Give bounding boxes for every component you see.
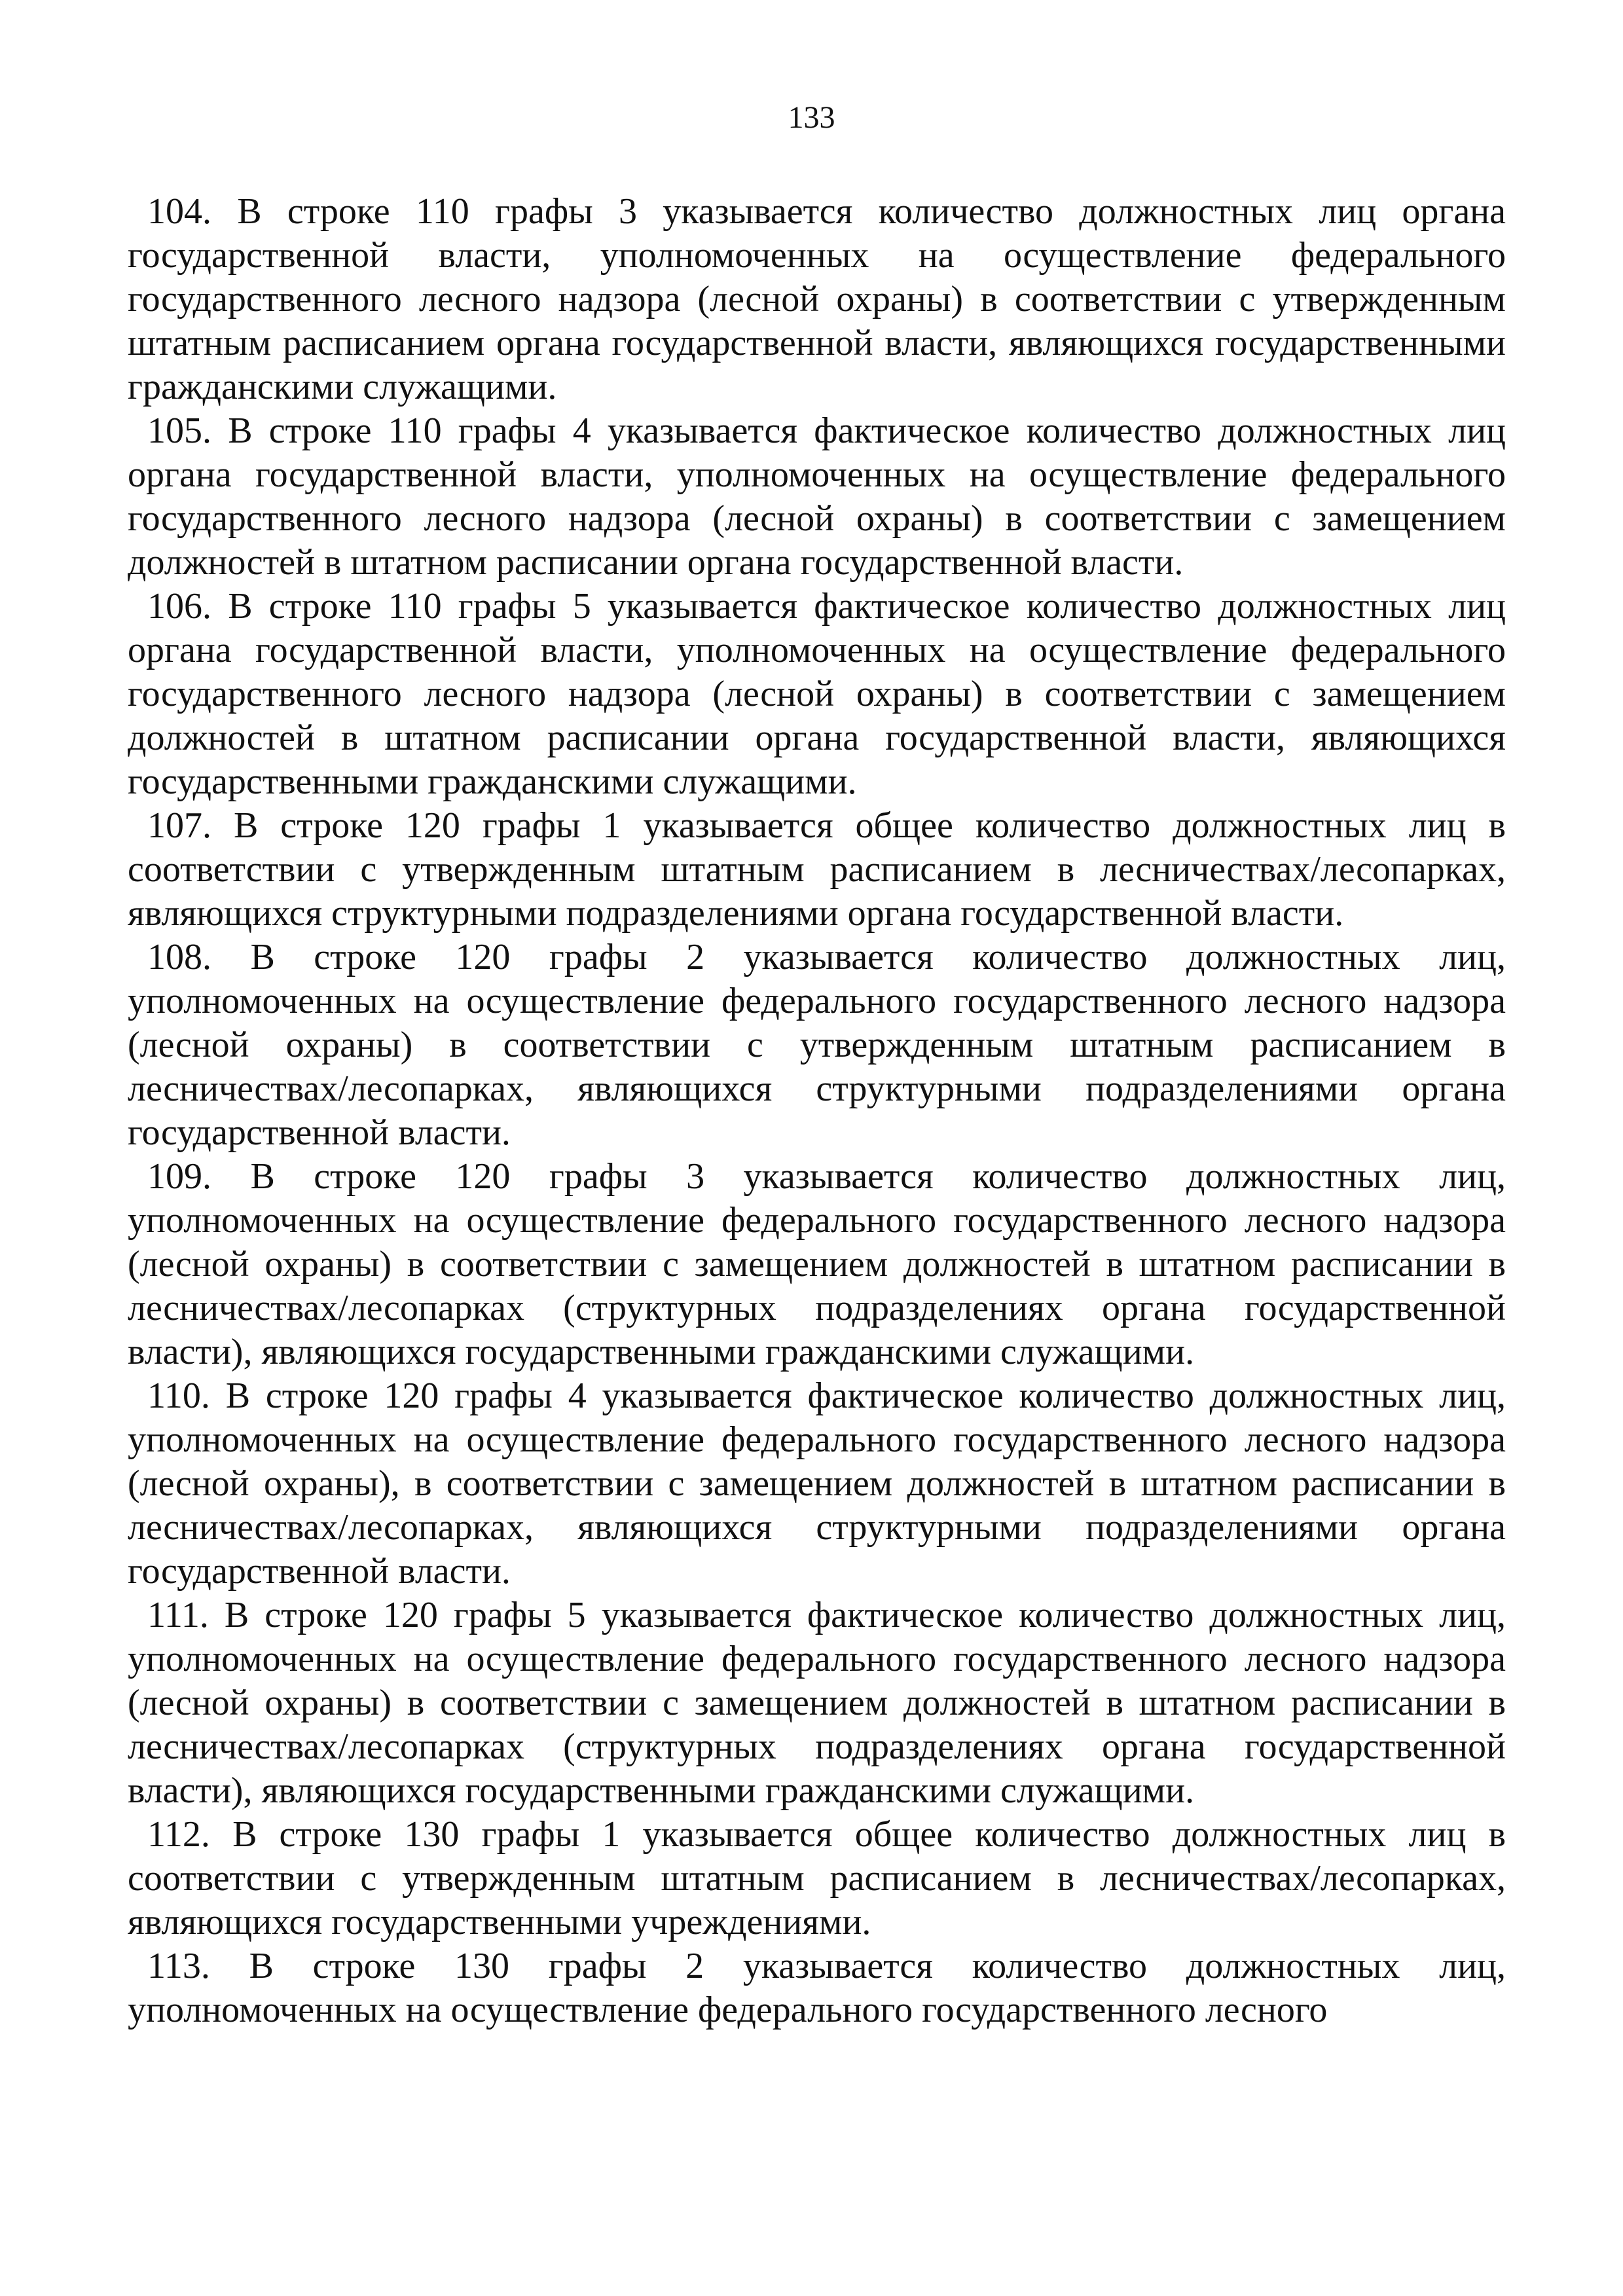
paragraph-106 — [128, 585, 1506, 804]
paragraph-108 — [128, 936, 1506, 1155]
paragraph-111 — [128, 1594, 1506, 1813]
paragraph-number: 112. — [147, 1814, 210, 1855]
paragraph-text: В строке 120 графы 5 указывается фактическое количество должностных лиц, уполномоченных на осуществление федерального государственного лесного надзора (лесной охраны) в соответствии с замещением должностей в штатном расписании в лесничествах/лесопарках (структурных подразделениях органа государственной власти), являющихся государственными гражданскими служащими. — [128, 1595, 1506, 1811]
paragraph-105 — [128, 409, 1506, 585]
paragraph-text: В строке 110 графы 4 указывается фактическое количество должностных лиц органа государственной власти, уполномоченных на осуществление федерального государственного лесного надзора (лесной охраны) в соответствии с замещением должностей в штатном расписании органа государственной власти. — [128, 410, 1506, 583]
paragraph-text: В строке 110 графы 3 указывается количество должностных лиц органа государственной власти, уполномоченных на осуществление федерального государственного лесного надзора (лесной охраны) в соответствии с утвержденным штатным расписанием органа государственной власти, являющихся государственными гражданскими служащими. — [128, 191, 1506, 407]
paragraph-text: В строке 130 графы 1 указывается общее количество должностных лиц в соответствии с утвержденным штатным расписанием в лесничествах/лесопарках, являющихся государственными учреждениями. — [128, 1814, 1506, 1942]
paragraph-number: 110. — [147, 1376, 210, 1416]
paragraph-text: В строке 120 графы 1 указывается общее количество должностных лиц в соответствии с утвержденным штатным расписанием в лесничествах/лесопарках, являющихся структурными подразделениями органа государственной власти. — [128, 805, 1506, 934]
paragraph-text: В строке 120 графы 3 указывается количество должностных лиц, уполномоченных на осуществление федерального государственного лесного надзора (лесной охраны) в соответствии с замещением должностей в штатном расписании в лесничествах/лесопарках (структурных подразделениях органа государственной власти), являющихся государственными гражданскими служащими. — [128, 1156, 1506, 1372]
paragraph-number: 109. — [147, 1156, 211, 1197]
paragraph-text: В строке 120 графы 2 указывается количество должностных лиц, уполномоченных на осуществление федерального государственного лесного надзора (лесной охраны) в соответствии с утвержденным штатным расписанием в лесничествах/лесопарках, являющихся структурными подразделениями органа государственной власти. — [128, 937, 1506, 1153]
paragraph-112 — [128, 1813, 1506, 1944]
paragraph-number: 108. — [147, 937, 211, 977]
paragraph-number: 113. — [147, 1946, 210, 1986]
paragraph-text: В строке 110 графы 5 указывается фактическое количество должностных лиц органа государственной власти, уполномоченных на осуществление федерального государственного лесного надзора (лесной охраны) в соответствии с замещением должностей в штатном расписании органа государственной власти, являющихся государственными гражданскими служащими. — [128, 586, 1506, 802]
paragraph-107 — [128, 804, 1506, 936]
paragraph-number: 107. — [147, 805, 211, 846]
paragraph-109 — [128, 1155, 1506, 1374]
paragraph-104 — [128, 190, 1506, 409]
paragraph-number: 105. — [147, 410, 211, 451]
paragraph-number: 106. — [147, 586, 211, 627]
paragraph-number: 104. — [147, 191, 211, 232]
paragraph-110 — [128, 1374, 1506, 1594]
paragraph-text: В строке 130 графы 2 указывается количество должностных лиц, уполномоченных на осуществление федерального государственного лесного — [128, 1946, 1506, 2030]
paragraph-text: В строке 120 графы 4 указывается фактическое количество должностных лиц, уполномоченных на осуществление федерального государственного лесного надзора (лесной охраны), в соответствии с замещением должностей в штатном расписании в лесничествах/лесопарках, являющихся структурными подразделениями органа государственной власти. — [128, 1376, 1506, 1592]
paragraph-113 — [128, 1944, 1506, 2032]
document-body — [128, 190, 1506, 2032]
page-number: 133 — [788, 100, 835, 135]
paragraph-number: 111. — [147, 1595, 209, 1635]
